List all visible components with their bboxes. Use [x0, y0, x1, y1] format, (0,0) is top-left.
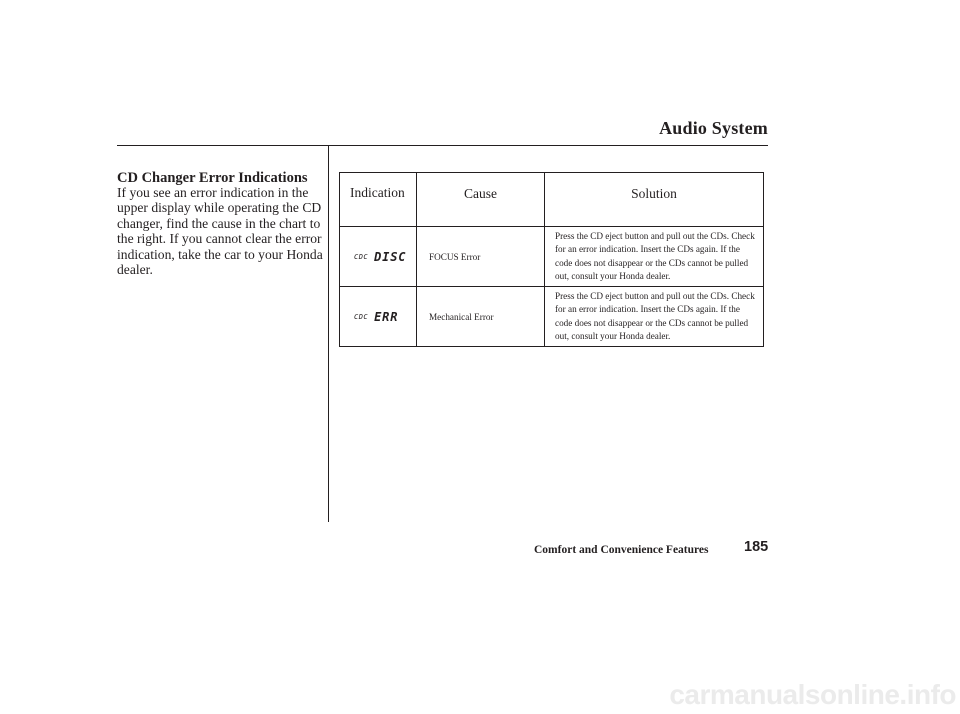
- cause-cell: FOCUS Error: [417, 227, 545, 287]
- intro-paragraph: If you see an error indication in the upper display while operating the CD changer, find the cause in the chart to the right. If you cannot clear the error indication, take the car to your Honda dealer.: [117, 185, 323, 278]
- header-rule: [117, 145, 768, 146]
- section-heading: CD Changer Error Indications: [117, 170, 308, 186]
- column-divider: [328, 146, 329, 522]
- page-title: Audio System: [659, 118, 768, 138]
- lcd-code: DISC: [374, 249, 407, 264]
- lcd-prefix: CDC: [354, 312, 369, 321]
- footer-section-label: Comfort and Convenience Features: [534, 544, 709, 556]
- watermark: carmanualsonline.info: [669, 679, 956, 710]
- lcd-prefix: CDC: [354, 252, 369, 261]
- lcd-code: ERR: [374, 309, 399, 324]
- indication-cell: [340, 287, 417, 347]
- table-row: [340, 287, 764, 347]
- cause-cell: Mechanical Error: [417, 287, 545, 347]
- table-header-row: [340, 173, 764, 227]
- header-solution: Solution: [545, 173, 764, 227]
- solution-cell: Press the CD eject button and pull out the CDs. Check for an error indication. Insert the CDs again. If the code does not disappear or the CDs cannot be pulled out, consult your Honda dealer.: [545, 287, 764, 347]
- header-cause: Cause: [417, 173, 545, 227]
- header-indication: Indication: [340, 173, 417, 227]
- table-row: [340, 227, 764, 287]
- error-indication-table: [339, 172, 764, 347]
- solution-cell: Press the CD eject button and pull out the CDs. Check for an error indication. Insert the CDs again. If the code does not disappear or the CDs cannot be pulled out, consult your Honda dealer.: [545, 227, 764, 287]
- indication-cell: [340, 227, 417, 287]
- page-number: 185: [744, 539, 769, 555]
